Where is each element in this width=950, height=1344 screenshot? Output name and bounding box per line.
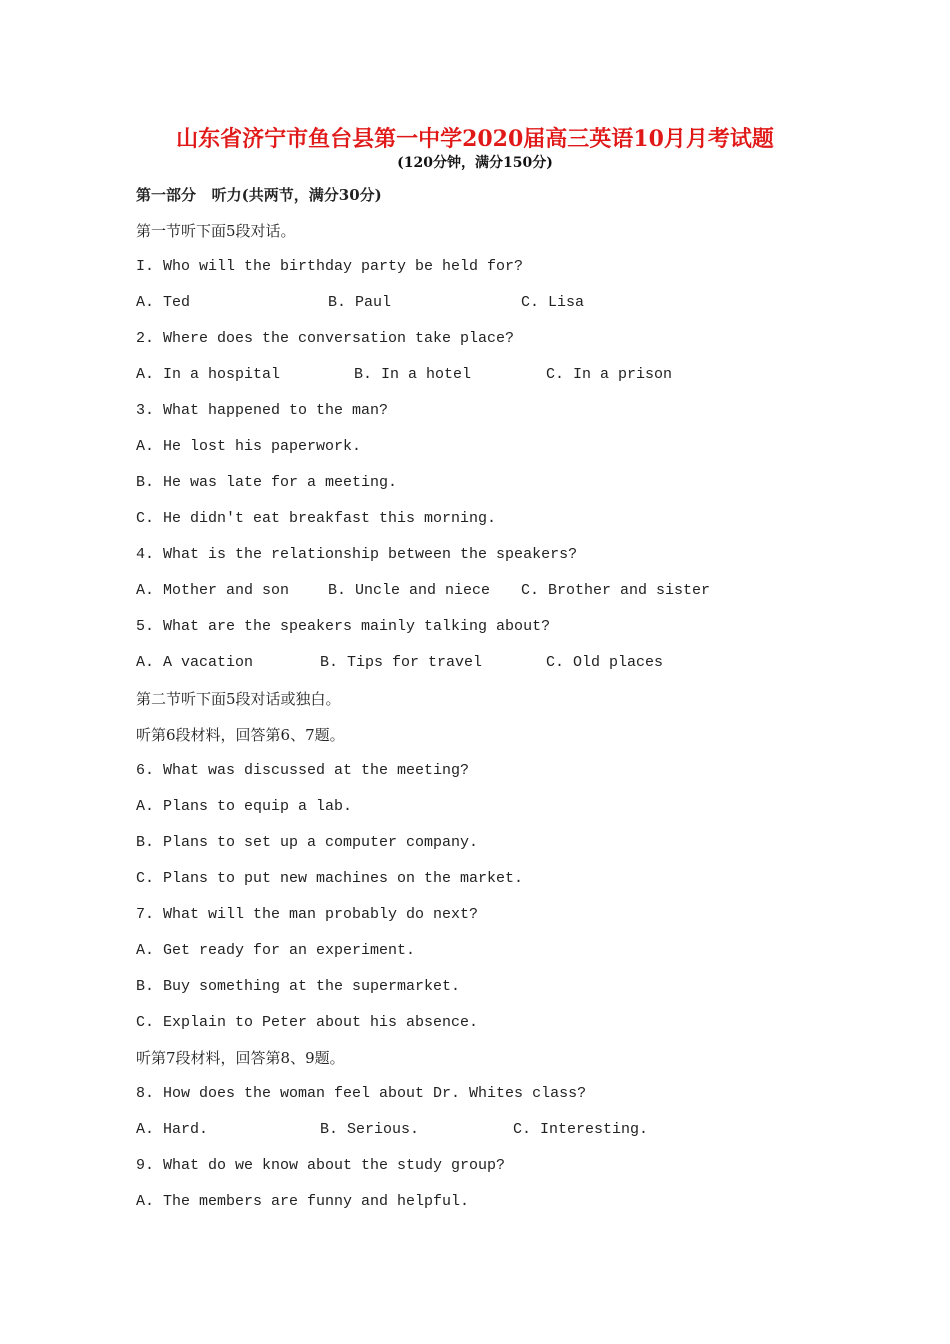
section2-heading: 第二节听下面5段对话或独白。 (136, 690, 341, 708)
q3-option-c: C. He didn't eat breakfast this morning. (136, 510, 497, 527)
question-5: 5. What are the speakers mainly talking about? (136, 618, 551, 635)
question-9: 9. What do we know about the study group? (136, 1157, 506, 1174)
question-8: 8. How does the woman feel about Dr. Whites class? (136, 1085, 587, 1102)
q8-option-c: C. Interesting. (513, 1121, 649, 1138)
listen-material-7: 听第7段材料，回答第8、9题。 (136, 1049, 345, 1067)
q1-option-c: C. Lisa (521, 294, 585, 311)
q3-option-b: B. He was late for a meeting. (136, 474, 398, 491)
page-subtitle: (120分钟，满分150分) (397, 155, 553, 171)
q7-option-c: C. Explain to Peter about his absence. (136, 1014, 479, 1031)
q4-option-c: C. Brother and sister (521, 582, 711, 599)
q8-option-b: B. Serious. (320, 1121, 420, 1138)
q5-option-c: C. Old places (546, 654, 664, 671)
q2-option-a: A. In a hospital (136, 366, 281, 383)
q2-option-c: C. In a prison (546, 366, 673, 383)
part1-heading: 第一部分 听力(共两节，满分30分) (136, 186, 382, 204)
q6-option-a: A. Plans to equip a lab. (136, 798, 353, 815)
q2-option-b: B. In a hotel (354, 366, 472, 383)
q8-option-a: A. Hard. (136, 1121, 209, 1138)
q1-option-a: A. Ted (136, 294, 191, 311)
question-3: 3. What happened to the man? (136, 402, 389, 419)
q3-option-a: A. He lost his paperwork. (136, 438, 362, 455)
q6-option-b: B. Plans to set up a computer company. (136, 834, 479, 851)
q7-option-a: A. Get ready for an experiment. (136, 942, 416, 959)
q4-option-a: A. Mother and son (136, 582, 290, 599)
question-6: 6. What was discussed at the meeting? (136, 762, 470, 779)
q5-option-a: A. A vacation (136, 654, 254, 671)
listen-material-6: 听第6段材料，回答第6、7题。 (136, 726, 345, 744)
q7-option-b: B. Buy something at the supermarket. (136, 978, 461, 995)
q5-option-b: B. Tips for travel (320, 654, 483, 671)
q6-option-c: C. Plans to put new machines on the market. (136, 870, 524, 887)
q4-option-b: B. Uncle and niece (328, 582, 491, 599)
q9-option-a: A. The members are funny and helpful. (136, 1193, 470, 1210)
question-7: 7. What will the man probably do next? (136, 906, 479, 923)
question-2: 2. Where does the conversation take place? (136, 330, 515, 347)
q1-option-b: B. Paul (328, 294, 392, 311)
question-4: 4. What is the relationship between the speakers? (136, 546, 578, 563)
page-title: 山东省济宁市鱼台县第一中学2020届高三英语10月月考试题 (176, 126, 774, 152)
section1-heading: 第一节听下面5段对话。 (136, 222, 296, 240)
question-1: I. Who will the birthday party be held for? (136, 258, 524, 275)
